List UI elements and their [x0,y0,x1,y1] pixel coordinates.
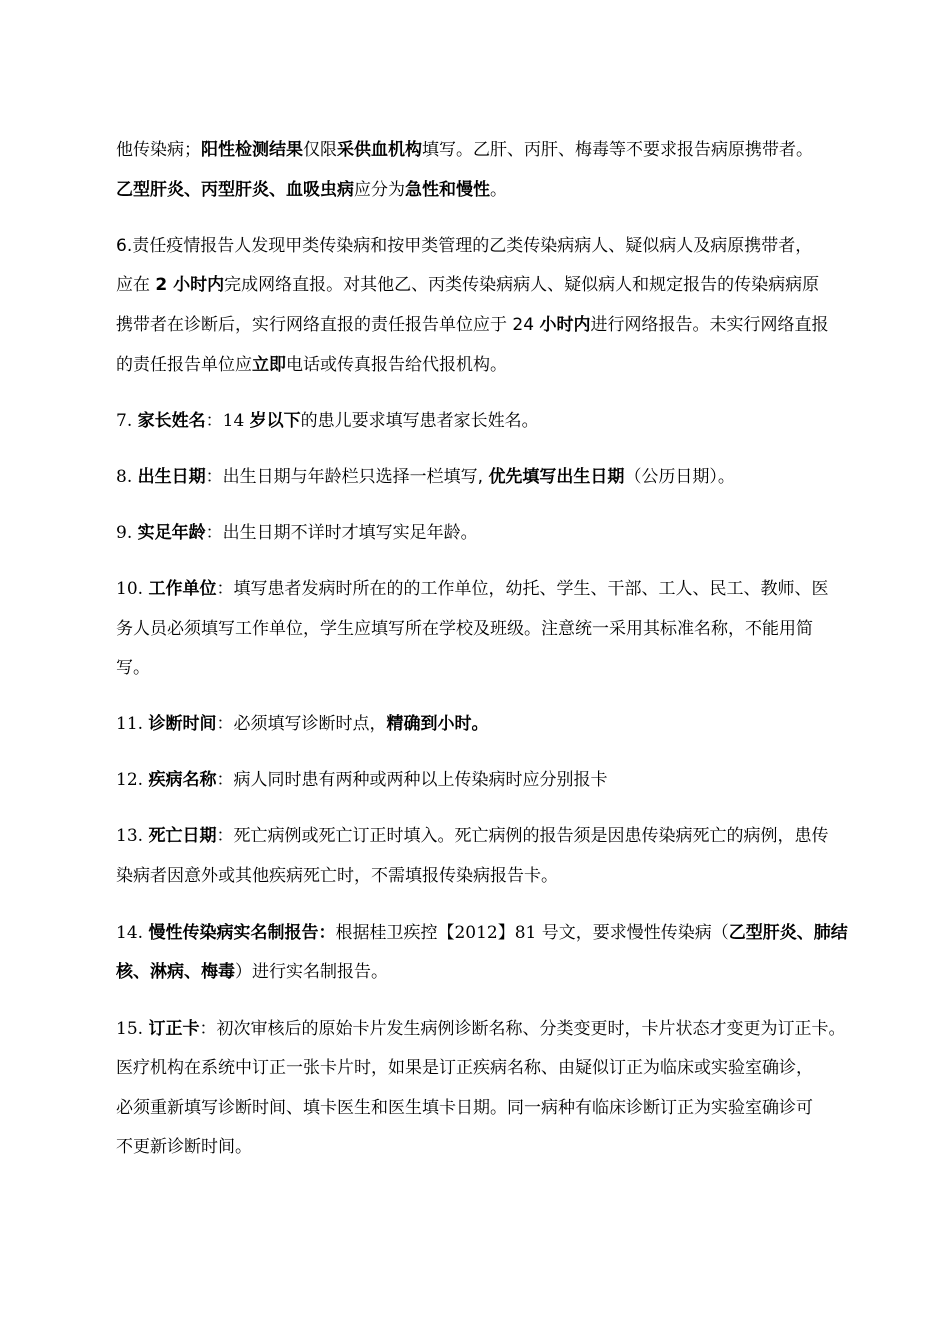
text-line-12 [116,657,150,679]
text-segment: 医疗机构在系统中订正一张卡片时，如果是订正疾病名称、由疑似订正为临床或实验室确诊， [116,1058,813,1078]
text-segment: 进行网络报告。未实行网络直报 [590,315,829,335]
text-segment: 不更新诊断时间。 [116,1137,252,1157]
bold-text: 家长姓名 [137,411,206,431]
bold-text: 岁以下 [249,411,301,431]
text-segment: 8. [116,467,138,487]
text-line-19 [116,1018,845,1040]
text-line-10 [116,578,828,600]
bold-text: 精确到小时。 [386,714,489,734]
text-line-16 [116,865,558,887]
text-line-3 [116,235,812,257]
bold-text: 优先填写出生日期 [488,467,625,487]
text-segment: 12. [116,770,149,790]
text-segment: ：出生日期与年龄栏只选择一栏填写, [205,467,489,487]
text-segment: ：死亡病例或死亡订正时填入。死亡病例的报告须是因患传染病死亡的病例，患传 [216,826,829,846]
text-segment: 81 [514,923,542,943]
text-segment: ：必须填写诊断时点， [216,714,387,734]
text-segment: 13. [116,826,149,846]
bold-text: 订正卡 [148,1019,200,1039]
text-segment: 仅限 [303,140,337,160]
text-segment: 】 [497,923,515,943]
text-line-5 [116,314,828,336]
bold-text: 急性和慢性 [405,180,490,200]
bold-text: 慢性传染病实名制报告： [148,923,336,943]
text-segment: 的责任报告单位应 [116,355,252,375]
text-line-11 [116,618,813,640]
bold-text: 出生日期 [137,467,206,487]
text-segment: 应在 [116,275,156,295]
text-segment: ：填写患者发病时所在的的工作单位，幼托、学生、干部、工人、民工、教师、医 [216,579,829,599]
text-segment: 9. [116,523,138,543]
text-segment: ：出生日期不详时才填写实足年龄。 [205,523,478,543]
bold-text: 实足年龄 [137,523,206,543]
text-segment: 必须重新填写诊断时间、填卡医生和医生填卡日期。同一病种有临床诊断订正为实验室确诊可 [116,1098,813,1118]
bold-text: 阳性检测结果 [201,140,303,160]
text-segment: 的患儿要求填写患者家长姓名。 [300,411,539,431]
text-segment: ：初次审核后的原始卡片发生病例诊断名称、分类变更时，卡片状态才变更为订正卡。 [199,1019,846,1039]
text-segment: 15. [116,1019,149,1039]
text-line-21 [116,1097,813,1119]
text-line-18 [116,961,388,983]
bold-text: 采供血机构 [337,140,422,160]
text-line-17 [116,922,848,944]
text-segment: 11. [116,714,149,734]
text-segment: 电话或传真报告给代报机构。 [286,355,507,375]
text-line-13 [116,713,488,735]
text-line-2 [116,179,507,201]
text-line-20 [116,1057,813,1079]
text-line-14 [116,769,607,791]
text-segment: 务人员必须填写工作单位，学生应填写所在学校及班级。注意统一采用其标准名称，不能用简 [116,619,813,639]
bold-text: 死亡日期 [148,826,217,846]
bold-text: 乙型肝炎、肺结 [728,923,848,943]
text-segment: 7. [116,411,138,431]
bold-text: 诊断时间 [148,714,217,734]
text-segment: 携带者在诊断后，实行网络直报的责任报告单位应于 24 [116,315,540,335]
text-segment: 填写。乙肝、丙肝、梅毒等不要求报告病原携带者。 [422,140,813,160]
text-line-22 [116,1136,252,1158]
text-line-4 [116,274,819,296]
text-segment: 14. [116,923,149,943]
text-segment: 6.责任疫情报告人发现甲类传染病和按甲类管理的乙类传染病病人、疑似病人及病原携带者， [116,236,813,256]
text-segment: ）进行实名制报告。 [235,962,388,982]
text-segment: 他传染病； [116,140,201,160]
bold-text: 小时内 [539,315,591,335]
text-line-7 [116,410,539,432]
text-segment: ：病人同时患有两种或两种以上传染病时应分别报卡 [216,770,608,790]
text-segment: 写。 [116,658,150,678]
text-line-8 [116,466,735,488]
bold-text: 核、淋病、梅毒 [116,962,235,982]
text-segment: 根据桂卫疾控【 [335,923,455,943]
text-segment: 应分为 [354,180,405,200]
text-segment: ：14 [205,411,250,431]
text-line-1 [116,139,813,161]
text-segment: （公历日期）。 [624,467,735,487]
text-segment: 10. [116,579,149,599]
text-line-6 [116,354,507,376]
bold-text: 立即 [252,355,286,375]
bold-text: 2 小时内 [155,275,225,295]
bold-text: 疾病名称 [148,770,217,790]
bold-text: 乙型肝炎、丙型肝炎、血吸虫病 [116,180,354,200]
bold-text: 工作单位 [148,579,217,599]
text-segment: 。 [490,180,507,200]
text-segment: 染病者因意外或其他疾病死亡时，不需填报传染病报告卡。 [116,866,558,886]
text-line-9 [116,522,478,544]
text-line-15 [116,825,828,847]
text-segment: 完成网络直报。对其他乙、丙类传染病病人、疑似病人和规定报告的传染病病原 [224,275,820,295]
text-segment: 2012 [454,923,498,943]
text-segment: 号文，要求慢性传染病（ [541,923,729,943]
